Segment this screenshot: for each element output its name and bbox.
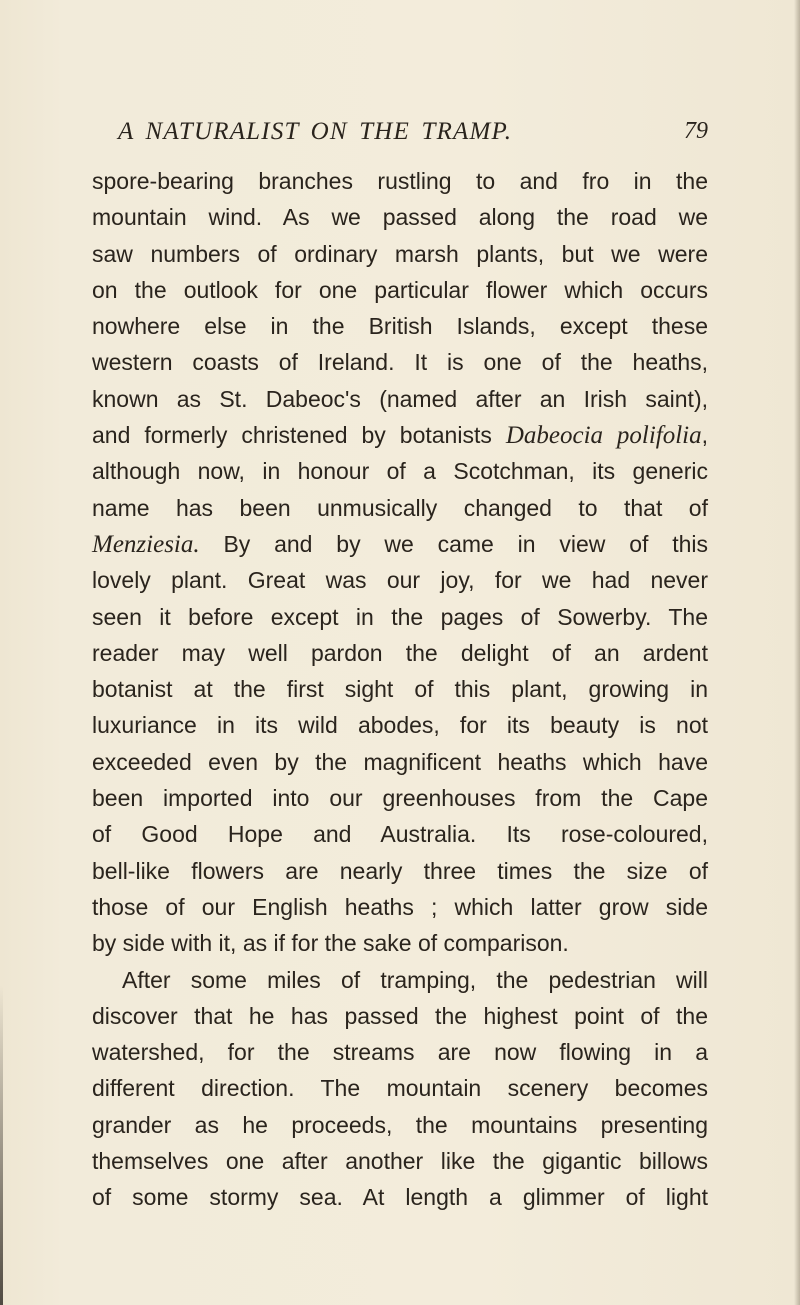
text-line: of some stormy sea. At length a glimmer of light [92, 1184, 708, 1211]
text-line: known as St. Dabeoc's (named after an Irish saint), [92, 385, 708, 412]
text-line: nowhere else in the British Islands, except these [92, 313, 708, 340]
text-line: name has been unmusically changed to that of [92, 494, 708, 521]
text-line: watershed, for the streams are now flowing in a [92, 1039, 708, 1066]
genus-name-italic: Menziesia. [92, 530, 200, 558]
text-line: themselves one after another like the gigantic billows [92, 1148, 708, 1175]
page-edge-shadow [794, 0, 800, 1305]
binding-edge [0, 985, 3, 1305]
text-line: reader may well pardon the delight of an ardent [92, 639, 708, 666]
text-line: western coasts of Ireland. It is one of the heaths, [92, 349, 708, 376]
text-line: spore-bearing branches rustling to and fro in the [92, 168, 708, 194]
page-number: 79 [684, 118, 708, 144]
text-line [92, 526, 708, 562]
text-segment: , [701, 422, 709, 449]
body-text [92, 163, 708, 1216]
text-line: although now, in honour of a Scotchman, its generic [92, 458, 708, 485]
text-line: botanist at the first sight of this plant, growing in [92, 676, 708, 703]
text-line: of Good Hope and Australia. Its rose-coloured, [92, 821, 708, 848]
text-line: After some miles of tramping, the pedestrian will [122, 966, 708, 993]
text-line: discover that he has passed the highest point of the [92, 1002, 708, 1029]
text-line: by side with it, as if for the sake of comparison. [92, 930, 569, 957]
text-line: bell-like flowers are nearly three times the size of [92, 857, 708, 884]
running-head [92, 118, 708, 152]
text-line: mountain wind. As we passed along the road we [92, 204, 708, 231]
text-line: lovely plant. Great was our joy, for we had never [92, 567, 708, 594]
text-line: saw numbers of ordinary marsh plants, but we were [92, 240, 708, 267]
text-line: been imported into our greenhouses from the Cape [92, 785, 708, 812]
species-name-italic: Dabeocia polifolia [505, 422, 702, 450]
text-line: different direction. The mountain scenery becomes [92, 1075, 708, 1102]
text-line [92, 417, 708, 453]
text-line: exceeded even by the magnificent heaths which have [92, 748, 708, 775]
text-line: luxuriance in its wild abodes, for its beauty is not [92, 712, 708, 739]
running-head-title: A NATURALIST ON THE TRAMP. [118, 118, 513, 145]
text-line: grander as he proceeds, the mountains presenting [92, 1111, 708, 1138]
text-line: seen it before except in the pages of Sowerby. The [92, 603, 708, 630]
text-segment: By and by we came in view of this [199, 530, 708, 557]
text-line: those of our English heaths ; which latter grow side [92, 893, 708, 920]
text-segment: and formerly christened by botanists [92, 422, 506, 449]
text-line: on the outlook for one particular flower which occurs [92, 276, 708, 303]
